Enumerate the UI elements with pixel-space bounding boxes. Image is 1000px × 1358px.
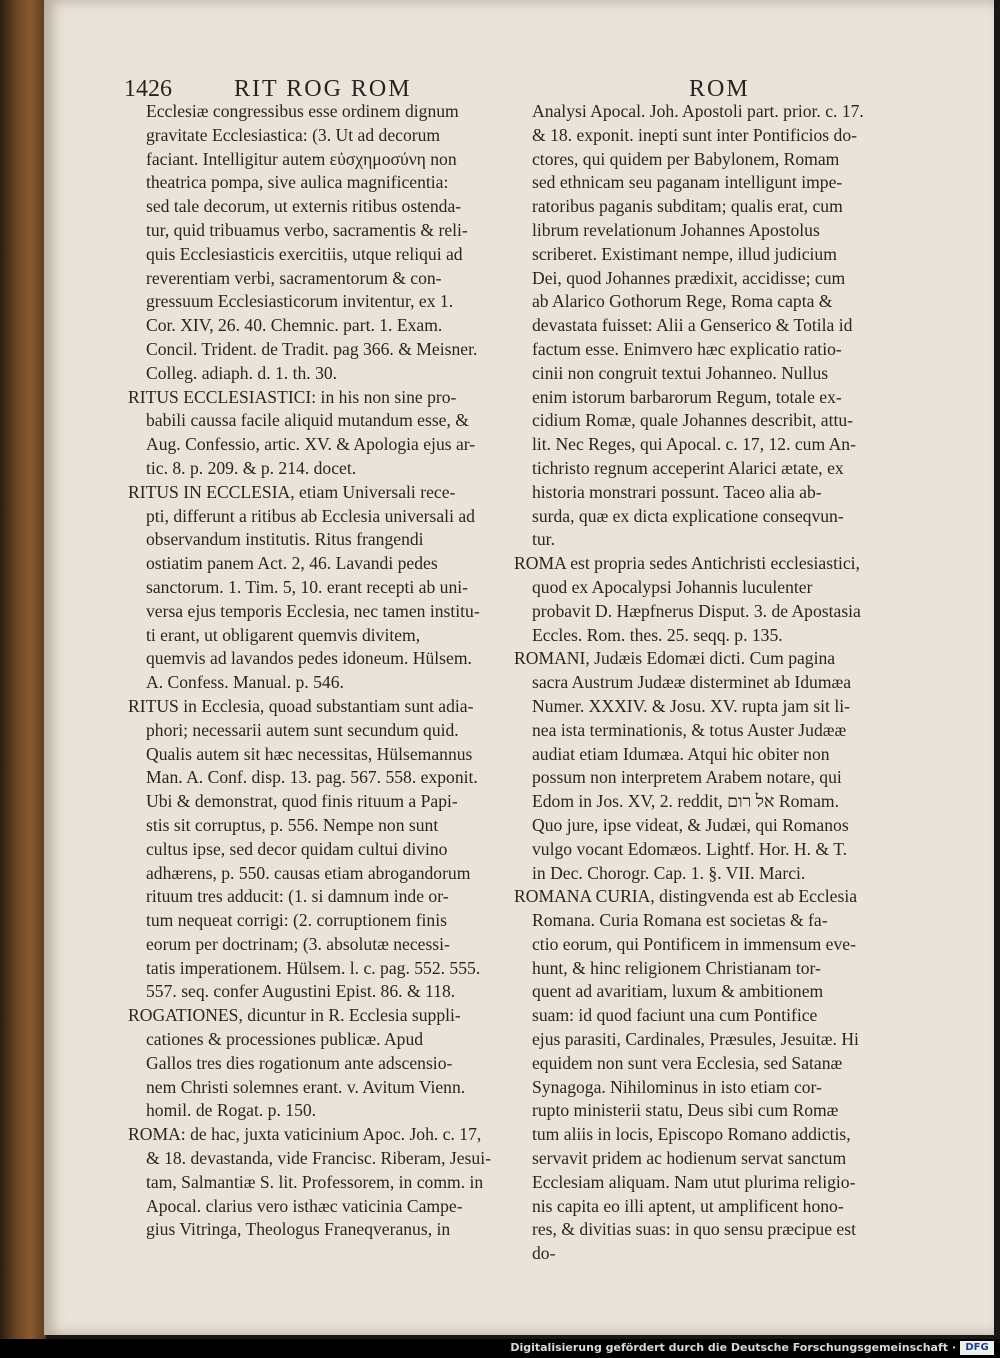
text-line: eorum per doctrinam; (3. absolutæ necessi- [146,933,450,954]
text-line: Qualis autem sit hæc necessitas, Hülsemannus [146,743,473,764]
text-line: Romana. Curia Romana est societas & fa- [532,910,828,931]
text-line: equidem non sunt vera Ecclesia, sed Satanæ [532,1052,843,1073]
text-line: reverentiam verbi, sacramentorum & con- [146,267,442,288]
text-line: tam, Salmantiæ S. lit. Professorem, in comm. in [146,1171,484,1192]
text-line: ostiatim panem Act. 2, 46. Lavandi pedes [146,553,438,574]
text-line: Gallos tres dies rogationum ante adscensio- [146,1052,453,1073]
text-line: Edom in Jos. XV, 2. reddit, אל רום Romam. [532,791,839,812]
text-line: quod ex Apocalypsi Johannis luculenter [532,576,813,597]
text-line: Dei, quod Johannes prædixit, accidisse; cum [532,267,846,288]
book-edge [0,0,46,1340]
text-line: gravitate Ecclesiastica: (3. Ut ad decorum [146,124,441,145]
text-line: sed ethnicam seu paganam intelligunt impe- [532,172,843,193]
text-line: hunt, & hinc religionem Christianam tor- [532,957,821,978]
text-line: enim istorum barbarorum Regum, totale ex- [532,386,842,407]
text-line: nis capita eo illi aptent, ut amplificent hono- [532,1195,844,1216]
text-line: rupto ministerii statu, Deus sibi cum Romæ [532,1100,839,1121]
dfg-logo: DFG [960,1341,994,1355]
text-line: ROMA: de hac, juxta vaticinium Apoc. Joh. c. 17, [128,1124,482,1145]
text-line: quent ad avaritiam, luxum & ambitionem [532,981,824,1002]
text-line: gressuum Ecclesiasticorum invitentur, ex 1. [146,291,454,312]
text-line: quemvis ad lavandos pedes idoneum. Hülsem. [146,648,472,669]
text-line: suam: id quod faciunt una cum Pontifice [532,1005,818,1026]
text-line: Quo jure, ipse videat, & Judæi, qui Romanos [532,814,849,835]
text-line: tatis imperationem. Hülsem. l. c. pag. 552. 555. [146,957,481,978]
text-line: cationes & processiones publicæ. Apud [146,1029,424,1050]
page-number: 1426 [124,76,172,102]
text-line: scriberet. Existimant nempe, illud judicium [532,243,837,264]
text-line: ti erant, ut obligarent quemvis divitem, [146,624,421,645]
header-keywords-right: ROM [689,76,750,102]
text-line: cultus ipse, sed decor quidam cultui divino [146,838,448,859]
right-column [514,100,932,1266]
funding-credit: Digitalisierung gefördert durch die Deutsche Forschungsgemeinschaft · [510,1341,956,1354]
text-line: ejus parasiti, Cardinales, Præsules, Jesuitæ. Hi [532,1029,859,1050]
text-line: Ecclesiam aliquam. Nam utut plurima religio- [532,1171,856,1192]
text-line: A. Confess. Manual. p. 546. [146,672,344,693]
text-line: cidium Romæ, quale Johannes describit, attu- [532,410,854,431]
text-line: servavit pridem ac hodienum servat sanctum [532,1148,847,1169]
text-line: Ecclesiæ congressibus esse ordinem dignum [146,101,459,121]
text-line: ctio eorum, qui Pontificem in immensum eve- [532,933,856,954]
text-line: nea ista terminationis, & totus Auster Judææ [532,719,847,740]
text-line: probavit D. Hæpfnerus Disput. 3. de Apostasia [532,600,861,621]
text-line: tum aliis in locis, Episcopo Romano addictis, [532,1124,851,1145]
text-line: tum nequeat corrigi: (2. corruptionem finis [146,910,447,931]
text-line: tichristo regnum acceperint Alarici ætate, ex [532,457,844,478]
text-line: RITUS in Ecclesia, quoad substantiam sunt adia- [128,695,474,716]
text-line: Concil. Trident. de Tradit. pag 366. & Meisner. [146,338,478,359]
left-column [128,100,544,1242]
text-line: librum revelationum Johannes Apostolus [532,219,820,240]
text-line: in Dec. Chorogr. Cap. 1. §. VII. Marci. [532,862,806,883]
text-line: ROMA est propria sedes Antichristi ecclesiastici, [514,553,860,574]
text-line: Numer. XXXIV. & Josu. XV. rupta jam sit li- [532,695,850,716]
text-line: historia monstrari possunt. Taceo alia ab- [532,481,822,502]
text-line: sed tale decorum, ut externis ritibus ostenda- [146,196,462,217]
text-line: ROMANI, Judæis Edomæi dicti. Cum pagina [514,648,836,669]
text-line: homil. de Rogat. p. 150. [146,1100,317,1121]
text-line: ab Alarico Gothorum Rege, Roma capta & [532,291,833,312]
text-line: RITUS ECCLESIASTICI: in his non sine pro- [128,386,457,407]
text-line: Synagoga. Nihilominus in isto etiam cor- [532,1076,822,1097]
text-line: pti, differunt a ritibus ab Ecclesia universali ad [146,505,475,526]
text-line: tic. 8. p. 209. & p. 214. docet. [146,457,357,478]
text-line: RITUS IN ECCLESIA, etiam Universali recе- [128,481,456,502]
text-line: & 18. devastanda, vide Francisc. Riberam, Jesui- [146,1148,491,1169]
text-line: Ubi & demonstrat, quod finis rituum a Papi- [146,791,458,812]
text-line: surda, quæ ex dicta explicatione conseqvun- [532,505,844,526]
text-line: possum non interpretem Arabem notare, qui [532,767,842,788]
text-line: 557. seq. confer Augustini Epist. 86. & 118. [146,981,456,1002]
text-line: Cor. XIV, 26. 40. Chemnic. part. 1. Exam. [146,315,443,336]
text-line: Apocal. clarius vero isthæc vaticinia Campe- [146,1195,463,1216]
text-line: Aug. Confessio, artic. XV. & Apologia ejus ar- [146,434,476,455]
text-line: audiat etiam Idumæa. Atqui hic obiter non [532,743,830,764]
text-line: lit. Nec Reges, qui Apocal. c. 17, 12. cum An- [532,434,856,455]
header-keywords-left: RIT ROG ROM [234,76,412,102]
text-line: gius Vitringa, Theologus Franeqveranus, in [146,1219,451,1240]
text-line: devastata fuisset: Alii a Genserico & Totila id [532,315,853,336]
text-line: sanctorum. 1. Tim. 5, 10. erant recepti ab uni- [146,576,469,597]
text-line: tur, quid tribuamus verbo, sacramentis & reli- [146,219,468,240]
text-line: babili caussa facile aliquid mutandum esse, & [146,410,469,431]
text-line: Man. A. Conf. disp. 13. pag. 567. 558. exponit. [146,767,478,788]
text-line: cinii non congruit textui Johanneo. Nullus [532,362,829,383]
text-line: sacra Austrum Judææ disterminet ab Idumæa [532,672,852,693]
text-line: & 18. exponit. inepti sunt inter Pontificios do- [532,124,857,145]
text-line: observandum institutis. Ritus frangendi [146,529,424,550]
text-line: Colleg. adiaph. d. 1. th. 30. [146,362,338,383]
text-line: rituum tres adducit: (1. si damnum inde or- [146,886,449,907]
text-line: Analysi Apocal. Joh. Apostoli part. prior. c. 17. [532,101,864,121]
text-line: tur. [532,529,555,550]
text-line: theatrica pompa, sive aulica magnificentia: [146,172,449,193]
text-line: ROGATIONES, dicuntur in R. Ecclesia suppli- [128,1005,461,1026]
text-line: adhærens, p. 550. causas etiam abrogandorum [146,862,471,883]
text-line: do- [532,1243,556,1264]
text-line: factum esse. Enimvero hæc explicatio ratio- [532,338,842,359]
text-line: nem Christi solemnes erant. v. Avitum Vienn. [146,1076,466,1097]
text-line: stis sit corruptus, p. 556. Nempe non sunt [146,814,439,835]
text-line: faciant. Intelligitur autem εὐσχημοσύνη non [146,148,457,169]
text-line: versa ejus temporis Ecclesia, nec tamen institu- [146,600,480,621]
text-line: ROMANA CURIA, distingvenda est ab Ecclesia [514,886,858,907]
text-line: Eccles. Rom. thes. 25. seqq. p. 135. [532,624,783,645]
text-line: vulgo vocant Edomæos. Lightf. Hor. H. & T. [532,838,848,859]
text-line: ratoribus paganis subditam; qualis erat, cum [532,196,843,217]
text-line: res, & divitias suas: in quo sensu præcipue est [532,1219,856,1240]
text-line: ctores, qui quidem per Babylonem, Romam [532,148,840,169]
text-line: phori; necessarii autem sunt secundum quid. [146,719,459,740]
text-line: quis Ecclesiasticis exercitiis, utque reliqui ad [146,243,463,264]
